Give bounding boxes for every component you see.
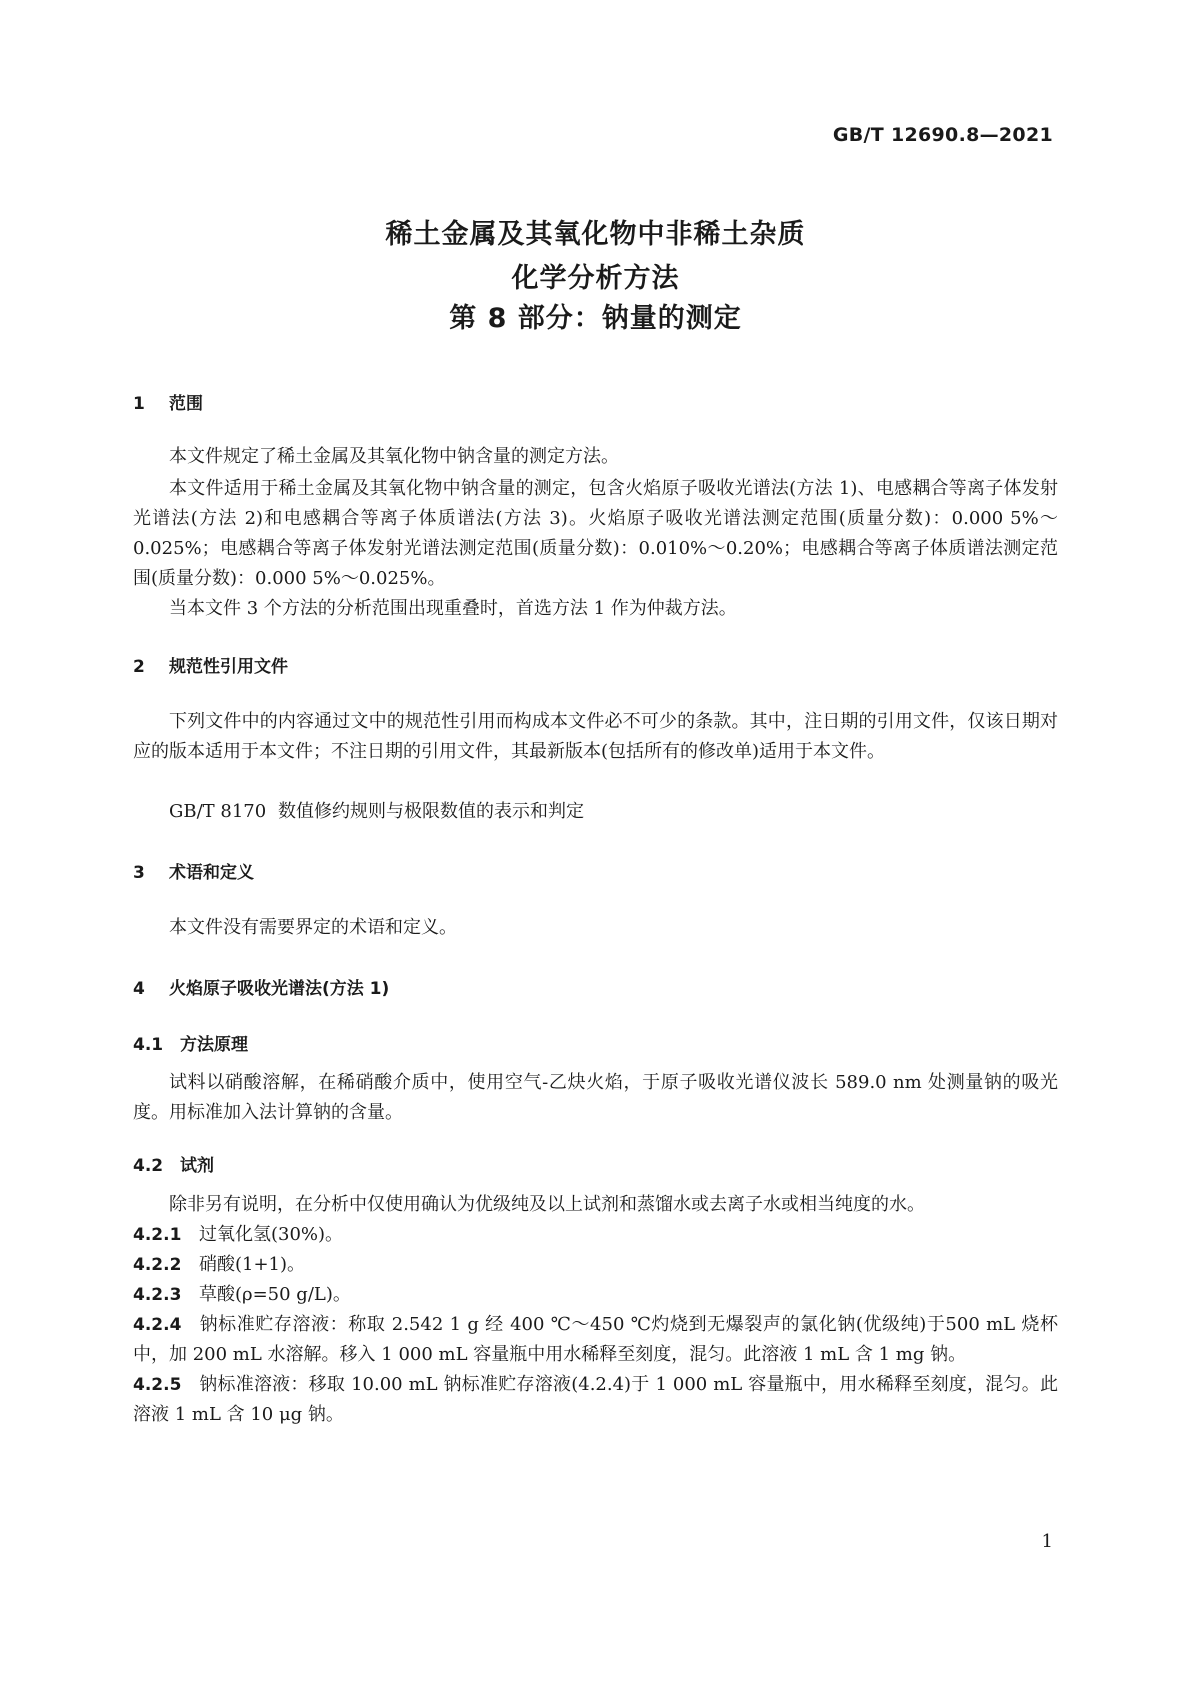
section-4-1-heading: [133, 1030, 248, 1055]
item-number: 4.2.4: [133, 1315, 182, 1335]
section-1-paragraph-1: 本文件规定了稀土金属及其氧化物中钠含量的测定方法。: [169, 446, 619, 467]
item-number: 4.2.1: [133, 1225, 182, 1245]
section-3-heading: [133, 858, 254, 883]
section-title: 规范性引用文件: [169, 657, 288, 677]
item-text: 过氧化氢(30%)。: [199, 1224, 344, 1245]
section-number: 2: [133, 657, 145, 677]
section-title: 方法原理: [180, 1035, 248, 1055]
page-number: 1: [1041, 1531, 1053, 1552]
section-2-heading: [133, 652, 288, 677]
document-title-line3: 第 8 部分：钠量的测定: [449, 303, 742, 334]
section-4-heading: [133, 974, 389, 999]
item-number: 4.2.2: [133, 1255, 182, 1275]
section-1-heading: [133, 389, 203, 414]
item-number: 4.2.3: [133, 1285, 182, 1305]
section-number: 4.2: [133, 1156, 164, 1176]
section-title: 试剂: [180, 1156, 214, 1176]
list-item: [133, 1250, 1058, 1280]
item-text: 钠标准贮存溶液：称取 2.542 1 g 经 400 ℃～450 ℃灼烧到无爆裂声的氯化钠(优级纯)于500 mL 烧杯中，加 200 mL 水溶解。移入 1 000 mL 容量瓶中用水稀释至刻度，混匀。此溶液 1 mL 含 1 mg 钠。: [133, 1314, 1058, 1365]
section-4-2-heading: [133, 1151, 214, 1176]
document-title-line2: 化学分析方法: [511, 263, 680, 294]
item-text: 硝酸(1+1)。: [199, 1254, 306, 1275]
section-4-2-paragraph-1: 除非另有说明，在分析中仅使用确认为优级纯及以上试剂和蒸馏水或去离子水或相当纯度的水。: [169, 1194, 925, 1215]
section-number: 4: [133, 979, 145, 999]
section-3-paragraph-1: 本文件没有需要界定的术语和定义。: [169, 917, 457, 938]
list-item: [133, 1370, 1058, 1430]
section-number: 1: [133, 394, 145, 414]
section-2-paragraph-1: 下列文件中的内容通过文中的规范性引用而构成本文件必不可少的条款。其中，注日期的引用文件，仅该日期对应的版本适用于本文件；不注日期的引用文件，其最新版本(包括所有的修改单)适用于本文件。: [133, 711, 1058, 762]
section-number: 3: [133, 863, 145, 883]
standard-number: GB/T 12690.8—2021: [832, 124, 1053, 146]
section-title: 范围: [169, 394, 203, 414]
section-title: 术语和定义: [169, 863, 254, 883]
reference-code: GB/T 8170: [169, 801, 267, 822]
section-4-1-paragraph-1: 试料以硝酸溶解，在稀硝酸介质中，使用空气-乙炔火焰，于原子吸收光谱仪波长 589.0 nm 处测量钠的吸光度。用标准加入法计算钠的含量。: [133, 1072, 1058, 1123]
section-title: 火焰原子吸收光谱法(方法 1): [169, 979, 390, 999]
item-number: 4.2.5: [133, 1375, 182, 1395]
document-title-line1: 稀土金属及其氧化物中非稀土杂质: [385, 219, 806, 250]
list-item: [133, 1310, 1058, 1370]
section-1-paragraph-3: 当本文件 3 个方法的分析范围出现重叠时，首选方法 1 作为仲裁方法。: [169, 598, 737, 619]
list-item: [133, 1220, 1058, 1250]
reference-title: 数值修约规则与极限数值的表示和判定: [278, 801, 584, 822]
section-number: 4.1: [133, 1035, 164, 1055]
section-1-paragraph-2: 本文件适用于稀土金属及其氧化物中钠含量的测定，包含火焰原子吸收光谱法(方法 1)、电感耦合等离子体发射光谱法(方法 2)和电感耦合等离子体质谱法(方法 3)。火焰原子吸收光谱法测定范围(质量分数)：0.000 5%～0.025%；电感耦合等离子体发射光谱法测定范围(质量分数)：0.010%～0.20%；电感耦合等离子体质谱法测定范围(质量分数)：0.000 5%～0.025%。: [133, 478, 1058, 589]
normative-reference: [169, 797, 584, 827]
item-text: 钠标准溶液：移取 10.00 mL 钠标准贮存溶液(4.2.4)于 1 000 mL 容量瓶中，用水稀释至刻度，混匀。此溶液 1 mL 含 10 μg 钠。: [133, 1374, 1058, 1425]
list-item: [133, 1280, 1058, 1310]
item-text: 草酸(ρ=50 g/L)。: [199, 1284, 351, 1305]
